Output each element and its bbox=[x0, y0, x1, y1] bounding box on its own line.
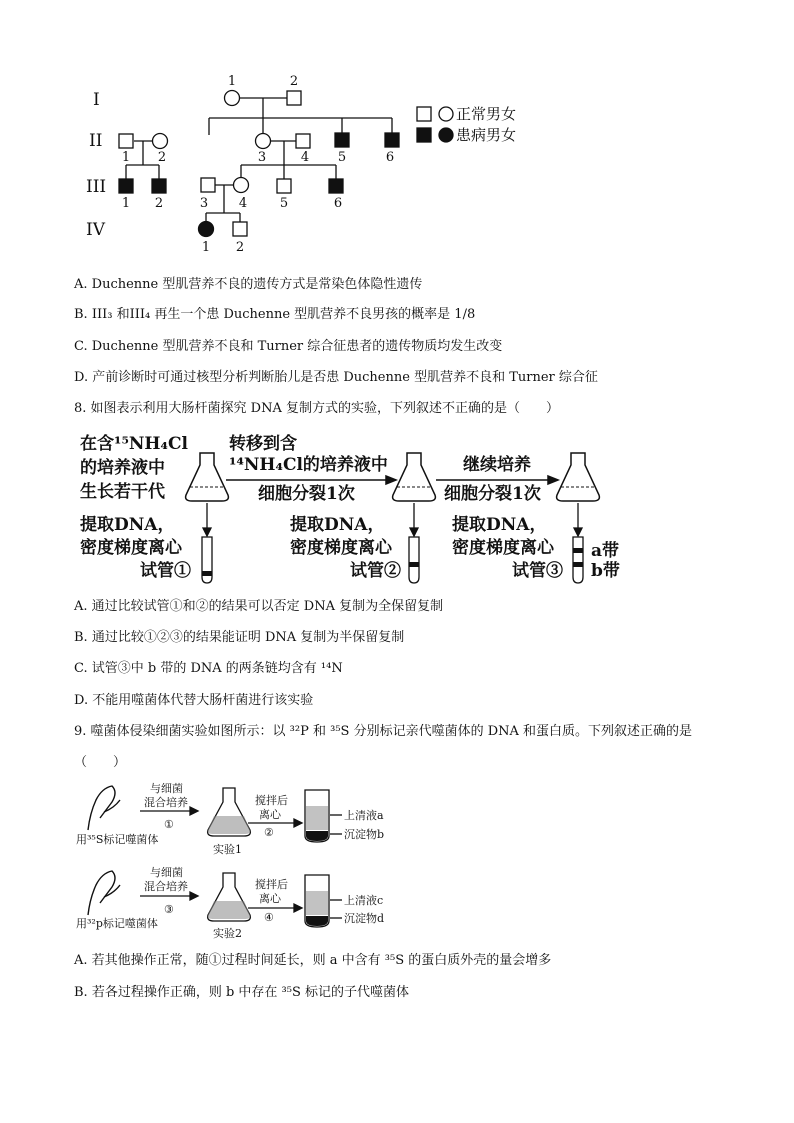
III4-female-normal bbox=[234, 178, 249, 193]
transfer-line2: ¹⁴NH₄Cl的培养液中 bbox=[229, 455, 388, 475]
start-line3: 生长若干代 bbox=[80, 482, 165, 502]
extract-1: 提取DNA， bbox=[80, 515, 175, 535]
num-III3: 3 bbox=[199, 196, 209, 211]
q7-option-b: B. III₃ 和III₄ 再生一个患 Duchenne 型肌营养不良男孩的概率是 1/8 bbox=[74, 307, 476, 322]
exp2-mix-label: 与细菌 bbox=[150, 866, 183, 879]
III1-male-affected bbox=[119, 179, 133, 193]
num-II6: 6 bbox=[385, 150, 395, 165]
tube3-band-b bbox=[573, 562, 583, 567]
exp2-sediment bbox=[306, 916, 328, 926]
tube3-label: 试管③ bbox=[512, 561, 563, 581]
legend-affected-female-icon bbox=[439, 128, 453, 142]
exp2-stir2-label: 离心 bbox=[259, 892, 281, 905]
II6-male-affected bbox=[385, 133, 399, 147]
exp1-step2: ② bbox=[264, 826, 274, 839]
exp1-mix2-label: 混合培养 bbox=[144, 796, 188, 809]
exp1-sediment bbox=[306, 831, 328, 841]
exp1-stir-label: 搅拌后 bbox=[255, 794, 288, 807]
exp2-step3: ③ bbox=[164, 903, 174, 916]
legend-normal-label: 正常男女 bbox=[456, 105, 517, 123]
sed-d-label: 沉淀物d bbox=[344, 912, 385, 925]
tube3-band-a bbox=[573, 548, 583, 553]
sed-b-label: 沉淀物b bbox=[344, 828, 385, 841]
legend-affected-male-icon bbox=[417, 128, 431, 142]
q9-stem-line1: 9. 噬菌体侵染细菌实验如图所示：以 ³²P 和 ³⁵S 分别标记亲代噬菌体的 DNA 和蛋白质。下列叙述正确的是 bbox=[74, 724, 693, 739]
flask-2 bbox=[393, 453, 436, 501]
legend-affected-label: 患病男女 bbox=[456, 126, 517, 144]
gen-label-II: II bbox=[89, 131, 103, 151]
exp1-phage-label: 用³⁵S标记噬菌体 bbox=[76, 833, 159, 846]
I2-male-normal bbox=[287, 91, 301, 105]
gen-label-IV: IV bbox=[86, 220, 105, 240]
pedigree-chart bbox=[0, 0, 794, 270]
exp1-step1: ① bbox=[164, 818, 174, 831]
II3-female-normal bbox=[256, 134, 271, 149]
tube1-band bbox=[202, 571, 212, 576]
legend-normal-male-icon bbox=[417, 107, 431, 121]
I1-female-normal bbox=[225, 91, 240, 106]
num-III1: 1 bbox=[121, 196, 131, 211]
num-I1: 1 bbox=[227, 74, 237, 89]
num-III4: 4 bbox=[238, 196, 248, 211]
transfer-line1: 转移到含 bbox=[229, 434, 297, 454]
III5-male-normal bbox=[277, 179, 291, 193]
II1-male-normal bbox=[119, 134, 133, 148]
num-II4: 4 bbox=[300, 150, 310, 165]
phage-experiment-diagram bbox=[0, 778, 794, 948]
tube-3 bbox=[573, 537, 583, 583]
num-IV1: 1 bbox=[201, 240, 211, 255]
num-II2: 2 bbox=[157, 150, 167, 165]
II4-male-normal bbox=[296, 134, 310, 148]
q9-stem-line2: （ ） bbox=[74, 755, 127, 770]
num-II3: 3 bbox=[257, 150, 267, 165]
exp1-mix-label: 与细菌 bbox=[150, 782, 183, 795]
q8-stem: 8. 如图表示利用大肠杆菌探究 DNA 复制方式的实验，下列叙述不正确的是（ ） bbox=[74, 401, 559, 416]
exp2-phage-label: 用³²p标记噬菌体 bbox=[76, 917, 158, 930]
band-b-label: b带 bbox=[591, 561, 620, 581]
tube1-label: 试管① bbox=[140, 561, 191, 581]
q8-option-c: C. 试管③中 b 带的 DNA 的两条链均含有 ¹⁴N bbox=[74, 661, 343, 676]
exp2-mix2-label: 混合培养 bbox=[144, 880, 188, 893]
tube2-band bbox=[409, 562, 419, 567]
q8-option-d: D. 不能用噬菌体代替大肠杆菌进行该实验 bbox=[74, 693, 314, 708]
extract-3: 提取DNA， bbox=[452, 515, 547, 535]
tube-2 bbox=[409, 537, 419, 583]
dna-replication-diagram bbox=[0, 425, 794, 595]
sup-a-label: 上清液a bbox=[344, 809, 384, 822]
exp2-step4: ④ bbox=[264, 911, 274, 924]
num-III2: 2 bbox=[154, 196, 164, 211]
num-II1: 1 bbox=[121, 150, 131, 165]
IV1-female-affected bbox=[199, 222, 214, 237]
centrifuge-1: 密度梯度离心 bbox=[80, 538, 182, 558]
II2-female-normal bbox=[153, 134, 168, 149]
band-a-label: a带 bbox=[591, 541, 620, 561]
tube-1 bbox=[202, 537, 212, 583]
IV2-male-normal bbox=[233, 222, 247, 236]
num-IV2: 2 bbox=[235, 240, 245, 255]
start-line1: 在含¹⁵NH₄Cl bbox=[80, 434, 188, 454]
legend-normal-female-icon bbox=[439, 107, 453, 121]
sup-c-label: 上清液c bbox=[344, 894, 384, 907]
centrifuge-2: 密度梯度离心 bbox=[290, 538, 392, 558]
centrifuge-3: 密度梯度离心 bbox=[452, 538, 554, 558]
tube2-label: 试管② bbox=[350, 561, 401, 581]
exp1-label: 实验1 bbox=[213, 843, 242, 856]
divide1-label: 细胞分裂1次 bbox=[258, 484, 355, 504]
extract-2: 提取DNA， bbox=[290, 515, 385, 535]
q8-option-a: A. 通过比较试管①和②的结果可以否定 DNA 复制为全保留复制 bbox=[74, 599, 444, 614]
exp2-label: 实验2 bbox=[213, 927, 242, 940]
num-I2: 2 bbox=[289, 74, 299, 89]
q9-option-b: B. 若各过程操作正确，则 b 中存在 ³⁵S 标记的子代噬菌体 bbox=[74, 985, 409, 1000]
exp1-stir2-label: 离心 bbox=[259, 808, 281, 821]
divide2-label: 细胞分裂1次 bbox=[444, 484, 541, 504]
continue-label: 继续培养 bbox=[463, 455, 531, 475]
num-III6: 6 bbox=[333, 196, 343, 211]
num-II5: 5 bbox=[337, 150, 347, 165]
gen-label-I: I bbox=[93, 90, 100, 110]
q7-option-c: C. Duchenne 型肌营养不良和 Turner 综合征患者的遗传物质均发生改变 bbox=[74, 339, 503, 354]
flask-1 bbox=[186, 453, 229, 501]
q9-option-a: A. 若其他操作正常，随①过程时间延长，则 a 中含有 ³⁵S 的蛋白质外壳的量会增多 bbox=[74, 953, 552, 968]
exp2-stir-label: 搅拌后 bbox=[255, 878, 288, 891]
q7-option-a: A. Duchenne 型肌营养不良的遗传方式是常染色体隐性遗传 bbox=[74, 277, 423, 292]
III2-male-affected bbox=[152, 179, 166, 193]
III6-male-affected bbox=[329, 179, 343, 193]
II5-male-affected bbox=[335, 133, 349, 147]
start-line2: 的培养液中 bbox=[80, 458, 165, 478]
gen-label-III: III bbox=[86, 177, 107, 197]
num-III5: 5 bbox=[279, 196, 289, 211]
flask-3 bbox=[557, 453, 600, 501]
III3-male-normal bbox=[201, 178, 215, 192]
q8-option-b: B. 通过比较①②③的结果能证明 DNA 复制为半保留复制 bbox=[74, 630, 405, 645]
q7-option-d: D. 产前诊断时可通过核型分析判断胎儿是否患 Duchenne 型肌营养不良和 Turner 综合征 bbox=[74, 370, 598, 385]
